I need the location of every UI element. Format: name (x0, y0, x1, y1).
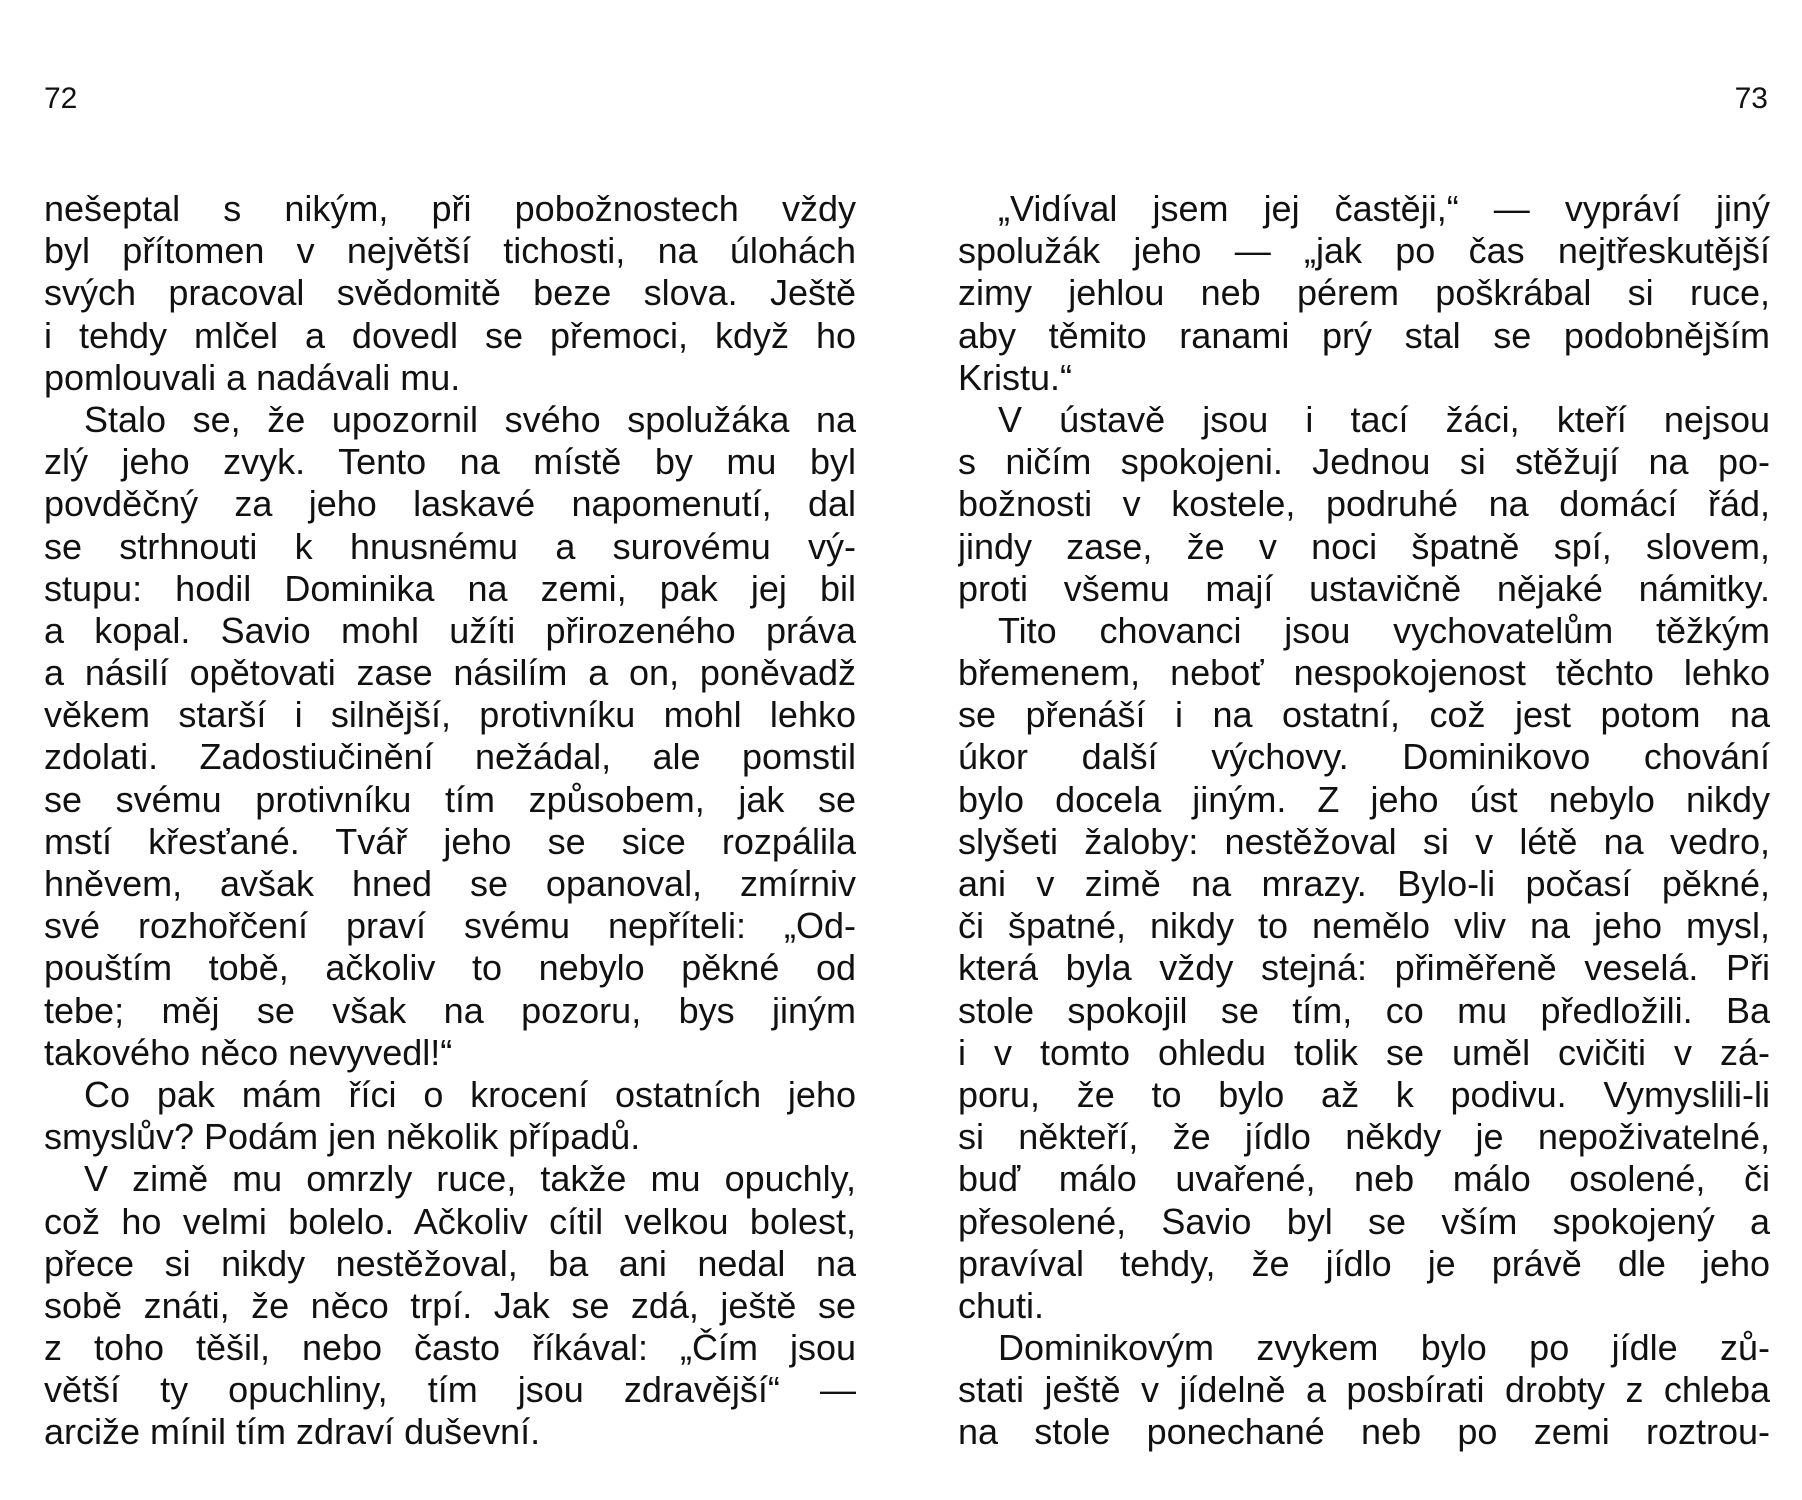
text-line: bylo docela jiným. Z jeho úst nebylo nikdy (958, 778, 1770, 820)
text-line: se svému protivníku tím způsobem, jak se (44, 778, 856, 820)
text-line: sobě znáti, že něco trpí. Jak se zdá, ještě se (44, 1284, 856, 1326)
text-line: na stole ponechané neb po zemi roztrou- (958, 1411, 1770, 1453)
text-line: s ničím spokojeni. Jednou si stěžují na po- (958, 441, 1770, 483)
text-line: svých pracoval svědomitě beze slova. Ještě (44, 272, 856, 314)
text-line: spolužák jeho — „jak po čas nejtřeskutější (958, 230, 1770, 272)
text-line: která byla vždy stejná: přiměřeně veselá. Při (958, 947, 1770, 989)
right-page-text (958, 188, 1770, 1454)
text-line: úkor další výchovy. Dominikovo chování (958, 736, 1770, 778)
text-line: ani v zimě na mrazy. Bylo-li počasí pěkné, (958, 863, 1770, 904)
text-line: smyslův? Podám jen několik případů. (44, 1116, 641, 1158)
text-line: stupu: hodil Dominika na zemi, pak jej bil (44, 567, 856, 609)
text-line: slyšeti žaloby: nestěžoval si v létě na vedro, (958, 820, 1770, 862)
text-line: stole spokojil se tím, co mu předložili. Ba (958, 989, 1770, 1031)
text-line: mstí křesťané. Tvář jeho se sice rozpálila (44, 820, 856, 862)
text-line: takového něco nevyvedl!“ (44, 1031, 453, 1073)
text-line: zdolati. Zadostiučinění nežádal, ale pomstil (44, 736, 856, 778)
text-line: či špatné, nikdy to nemělo vliv na jeho mysl, (958, 905, 1770, 947)
text-line: se strhnouti k hnusnému a surovému vý- (44, 525, 856, 567)
text-line: nešeptal s nikým, při pobožnostech vždy (44, 188, 856, 229)
text-line: zimy jehlou neb pérem poškrábal si ruce, (958, 272, 1770, 314)
text-line: V ústavě jsou i tací žáci, kteří nejsou (998, 398, 1770, 440)
text-line: chuti. (958, 1284, 1045, 1326)
text-line: a násilí opětovati zase násilím a on, poněvadž (44, 652, 856, 694)
text-line: z toho těšil, nebo často říkával: „Čím jsou (44, 1327, 856, 1369)
text-line: se přenáší i na ostatní, což jest potom na (958, 694, 1770, 736)
text-line: zlý jeho zvyk. Tento na místě by mu byl (44, 441, 856, 483)
text-line: i v tomto ohledu tolik se uměl cvičiti v zá- (958, 1031, 1770, 1073)
text-line: i tehdy mlčel a dovedl se přemoci, když ho (44, 314, 856, 356)
page-number-left: 72 (44, 82, 78, 115)
text-line: pouštím tobě, ačkoliv to nebylo pěkné od (44, 947, 856, 989)
text-line: Dominikovým zvykem bylo po jídle zů- (998, 1327, 1770, 1369)
text-line: arciže mínil tím zdraví duševní. (44, 1411, 541, 1453)
left-page-text (44, 188, 856, 1454)
text-line: povděčný za jeho laskavé napomenutí, dal (44, 483, 856, 525)
text-line: pomlouvali a nadávali mu. (44, 356, 461, 398)
text-line: břemenem, neboť nespokojenost těchto lehko (958, 652, 1770, 694)
text-line: své rozhořčení praví svému nepříteli: „Od- (44, 905, 856, 947)
text-line: si někteří, že jídlo někdy je nepoživatelné, (958, 1116, 1770, 1158)
text-line: byl přítomen v největší tichosti, na úlohách (44, 230, 856, 272)
text-line: což ho velmi bolelo. Ačkoliv cítil velkou bolest, (44, 1200, 856, 1242)
text-line: tebe; měj se však na pozoru, bys jiným (44, 989, 856, 1031)
text-line: pravíval tehdy, že jídlo je právě dle jeho (958, 1242, 1770, 1284)
text-line: Kristu.“ (958, 356, 1073, 398)
text-line: a kopal. Savio mohl užíti přirozeného práva (44, 609, 856, 651)
text-line: hněvem, avšak hned se opanoval, zmírniv (44, 863, 856, 904)
text-line: „Vidíval jsem jej častěji,“ — vypráví jiný (998, 188, 1770, 229)
text-line: božnosti v kostele, podruhé na domácí řád, (958, 483, 1770, 525)
text-line: V zimě mu omrzly ruce, takže mu opuchly, (84, 1158, 856, 1200)
text-line: přece si nikdy nestěžoval, ba ani nedal na (44, 1242, 856, 1284)
text-line: větší ty opuchliny, tím jsou zdravější“ — (44, 1369, 856, 1411)
text-line: aby těmito ranami prý stal se podobnějším (958, 314, 1770, 356)
text-line: přesolené, Savio byl se vším spokojený a (958, 1200, 1770, 1242)
text-line: Co pak mám říci o krocení ostatních jeho (84, 1073, 856, 1115)
page-number-right: 73 (1734, 82, 1768, 115)
text-line: Tito chovanci jsou vychovatelům těžkým (998, 609, 1770, 651)
text-line: poru, že to bylo až k podivu. Vymyslili-li (958, 1073, 1770, 1115)
text-line: věkem starší i silnější, protivníku mohl lehko (44, 694, 856, 736)
text-line: buď málo uvařené, neb málo osolené, či (958, 1158, 1770, 1200)
text-line: proti všemu mají ustavičně nějaké námitky. (958, 567, 1770, 609)
text-line: Stalo se, že upozornil svého spolužáka na (84, 398, 856, 440)
text-line: stati ještě v jídelně a posbírati drobty z chleba (958, 1369, 1770, 1411)
text-line: jindy zase, že v noci špatně spí, slovem, (958, 525, 1770, 567)
